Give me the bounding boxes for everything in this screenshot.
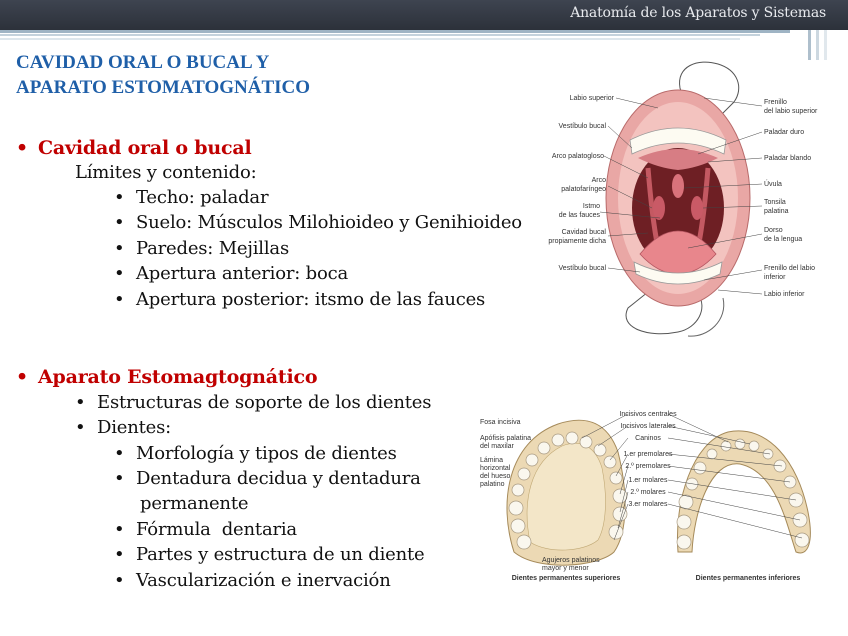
list-item bbox=[114, 519, 297, 540]
mouth-labels-left bbox=[548, 95, 614, 272]
list-item-text: Dentadura decidua y dentadura bbox=[136, 468, 421, 489]
figure-label: Dorso bbox=[764, 227, 783, 234]
list-item-continuation: permanente bbox=[140, 493, 249, 514]
figure-label: palatino bbox=[480, 481, 505, 488]
bullet: • bbox=[16, 137, 28, 159]
figure-label: de las fauces bbox=[558, 212, 600, 219]
figure-label: Vestíbulo bucal bbox=[558, 265, 606, 272]
figure-label: Caninos bbox=[635, 435, 661, 442]
slide-title bbox=[16, 50, 310, 100]
figure-label: Arco bbox=[591, 177, 606, 184]
figure-label: Paladar duro bbox=[764, 129, 805, 136]
list-item bbox=[114, 544, 424, 565]
figure-label: Paladar blando bbox=[764, 155, 812, 162]
section1-subheading: Límites y contenido: bbox=[75, 162, 257, 183]
list-item bbox=[75, 417, 171, 438]
bullet: • bbox=[114, 263, 125, 284]
list-item bbox=[114, 263, 348, 284]
bullet: • bbox=[114, 519, 125, 540]
figure-label: 1.er molares bbox=[628, 477, 668, 484]
mouth-labels-right bbox=[764, 99, 818, 298]
divider bbox=[0, 30, 790, 33]
list-item-text: Partes y estructura de un diente bbox=[136, 544, 425, 565]
figure-label: Fosa incisiva bbox=[480, 419, 521, 426]
bullet: • bbox=[114, 289, 125, 310]
bullet: • bbox=[114, 468, 125, 489]
bullet: • bbox=[75, 392, 86, 413]
header-bar bbox=[0, 0, 848, 30]
figure-label: Cavidad bucal bbox=[561, 229, 606, 236]
list-item bbox=[114, 289, 485, 310]
figure-label: Tonsila bbox=[764, 199, 786, 206]
section2-heading-text: Aparato Estomagtognático bbox=[38, 366, 318, 388]
list-item bbox=[114, 570, 391, 591]
section2-heading bbox=[16, 366, 317, 388]
divider bbox=[808, 30, 811, 60]
figure-label: del hueso bbox=[480, 473, 511, 480]
bullet: • bbox=[114, 238, 125, 259]
figure-label: del labio superior bbox=[764, 108, 818, 115]
figure-label: 1.er premolares bbox=[623, 451, 673, 458]
bullet: • bbox=[114, 570, 125, 591]
figure-label: Frenillo del labio bbox=[764, 265, 815, 272]
section1-heading bbox=[16, 137, 252, 159]
bullet: • bbox=[114, 187, 125, 208]
list-item-text: Paredes: Mejillas bbox=[136, 238, 289, 259]
list-item-text: Apertura anterior: boca bbox=[136, 263, 349, 284]
figure-label: Incisivos centrales bbox=[619, 411, 677, 418]
list-item-text: Dientes: bbox=[97, 417, 172, 438]
dental-arches-illustration bbox=[478, 402, 828, 588]
list-item bbox=[114, 212, 544, 233]
figure-label: 3.er molares bbox=[628, 501, 668, 508]
figure-label: horizontal bbox=[480, 465, 511, 472]
list-item bbox=[114, 238, 289, 259]
divider bbox=[0, 34, 760, 36]
list-item bbox=[114, 468, 421, 489]
figure-caption: Dientes permanentes inferiores bbox=[695, 575, 801, 582]
bullet: • bbox=[75, 417, 86, 438]
figure-label: 2.º premolares bbox=[625, 463, 671, 470]
list-item-text: Suelo: Músculos Milohioideo y Genihioideo bbox=[136, 212, 522, 233]
divider bbox=[816, 30, 819, 60]
figure-label: Vestíbulo bucal bbox=[558, 123, 606, 130]
list-item-text: Morfología y tipos de dientes bbox=[136, 443, 397, 464]
slide-title-line1: CAVIDAD ORAL O BUCAL Y bbox=[16, 52, 270, 73]
figure-label: Istmo bbox=[582, 203, 600, 210]
bullet: • bbox=[114, 544, 125, 565]
oral-cavity-illustration bbox=[548, 58, 838, 338]
list-item-text: Estructuras de soporte de los dientes bbox=[97, 392, 432, 413]
figure-label: Labio inferior bbox=[764, 291, 805, 298]
figure-caption: Dientes permanentes superiores bbox=[511, 575, 621, 582]
bullet: • bbox=[16, 366, 28, 388]
figure-label: mayor y menor bbox=[542, 565, 589, 572]
teeth-labels-center bbox=[619, 411, 677, 508]
figure-label: propiamente dicha bbox=[548, 238, 606, 245]
header-title: Anatomía de los Aparatos y Sistemas bbox=[570, 5, 826, 21]
figure-label: Labio superior bbox=[569, 95, 614, 102]
figure-label: Lámina bbox=[480, 457, 503, 464]
figure-label: 2.º molares bbox=[630, 489, 666, 496]
figure-label: Incisivos laterales bbox=[620, 423, 676, 430]
divider bbox=[824, 30, 827, 60]
divider bbox=[0, 38, 740, 40]
section1-heading-text: Cavidad oral o bucal bbox=[38, 137, 252, 159]
figure-label: palatina bbox=[764, 208, 789, 215]
list-item-text: Techo: paladar bbox=[136, 187, 269, 208]
list-item bbox=[114, 443, 397, 464]
figure-label: Frenillo bbox=[764, 99, 787, 106]
figure-label: Agujeros palatinos bbox=[542, 557, 600, 564]
list-item-text: Vascularización e inervación bbox=[136, 570, 391, 591]
list-item bbox=[114, 187, 268, 208]
figure-label: inferior bbox=[764, 274, 786, 281]
bullet: • bbox=[114, 212, 125, 233]
figure-label: Apófisis palatina bbox=[480, 435, 531, 442]
list-item-text: Apertura posterior: itsmo de las fauces bbox=[136, 289, 486, 310]
figure-label: palatofaríngeo bbox=[561, 186, 606, 193]
figure-label: de la lengua bbox=[764, 236, 803, 243]
slide-title-line2: APARATO ESTOMATOGNÁTICO bbox=[16, 77, 311, 98]
figure-label: Úvula bbox=[764, 181, 782, 188]
list-item-text: Fórmula dentaria bbox=[136, 519, 297, 540]
figure-label: Arco palatogloso bbox=[551, 153, 604, 160]
figure-label: del maxilar bbox=[480, 443, 514, 450]
bullet: • bbox=[114, 443, 125, 464]
list-item bbox=[75, 392, 431, 413]
